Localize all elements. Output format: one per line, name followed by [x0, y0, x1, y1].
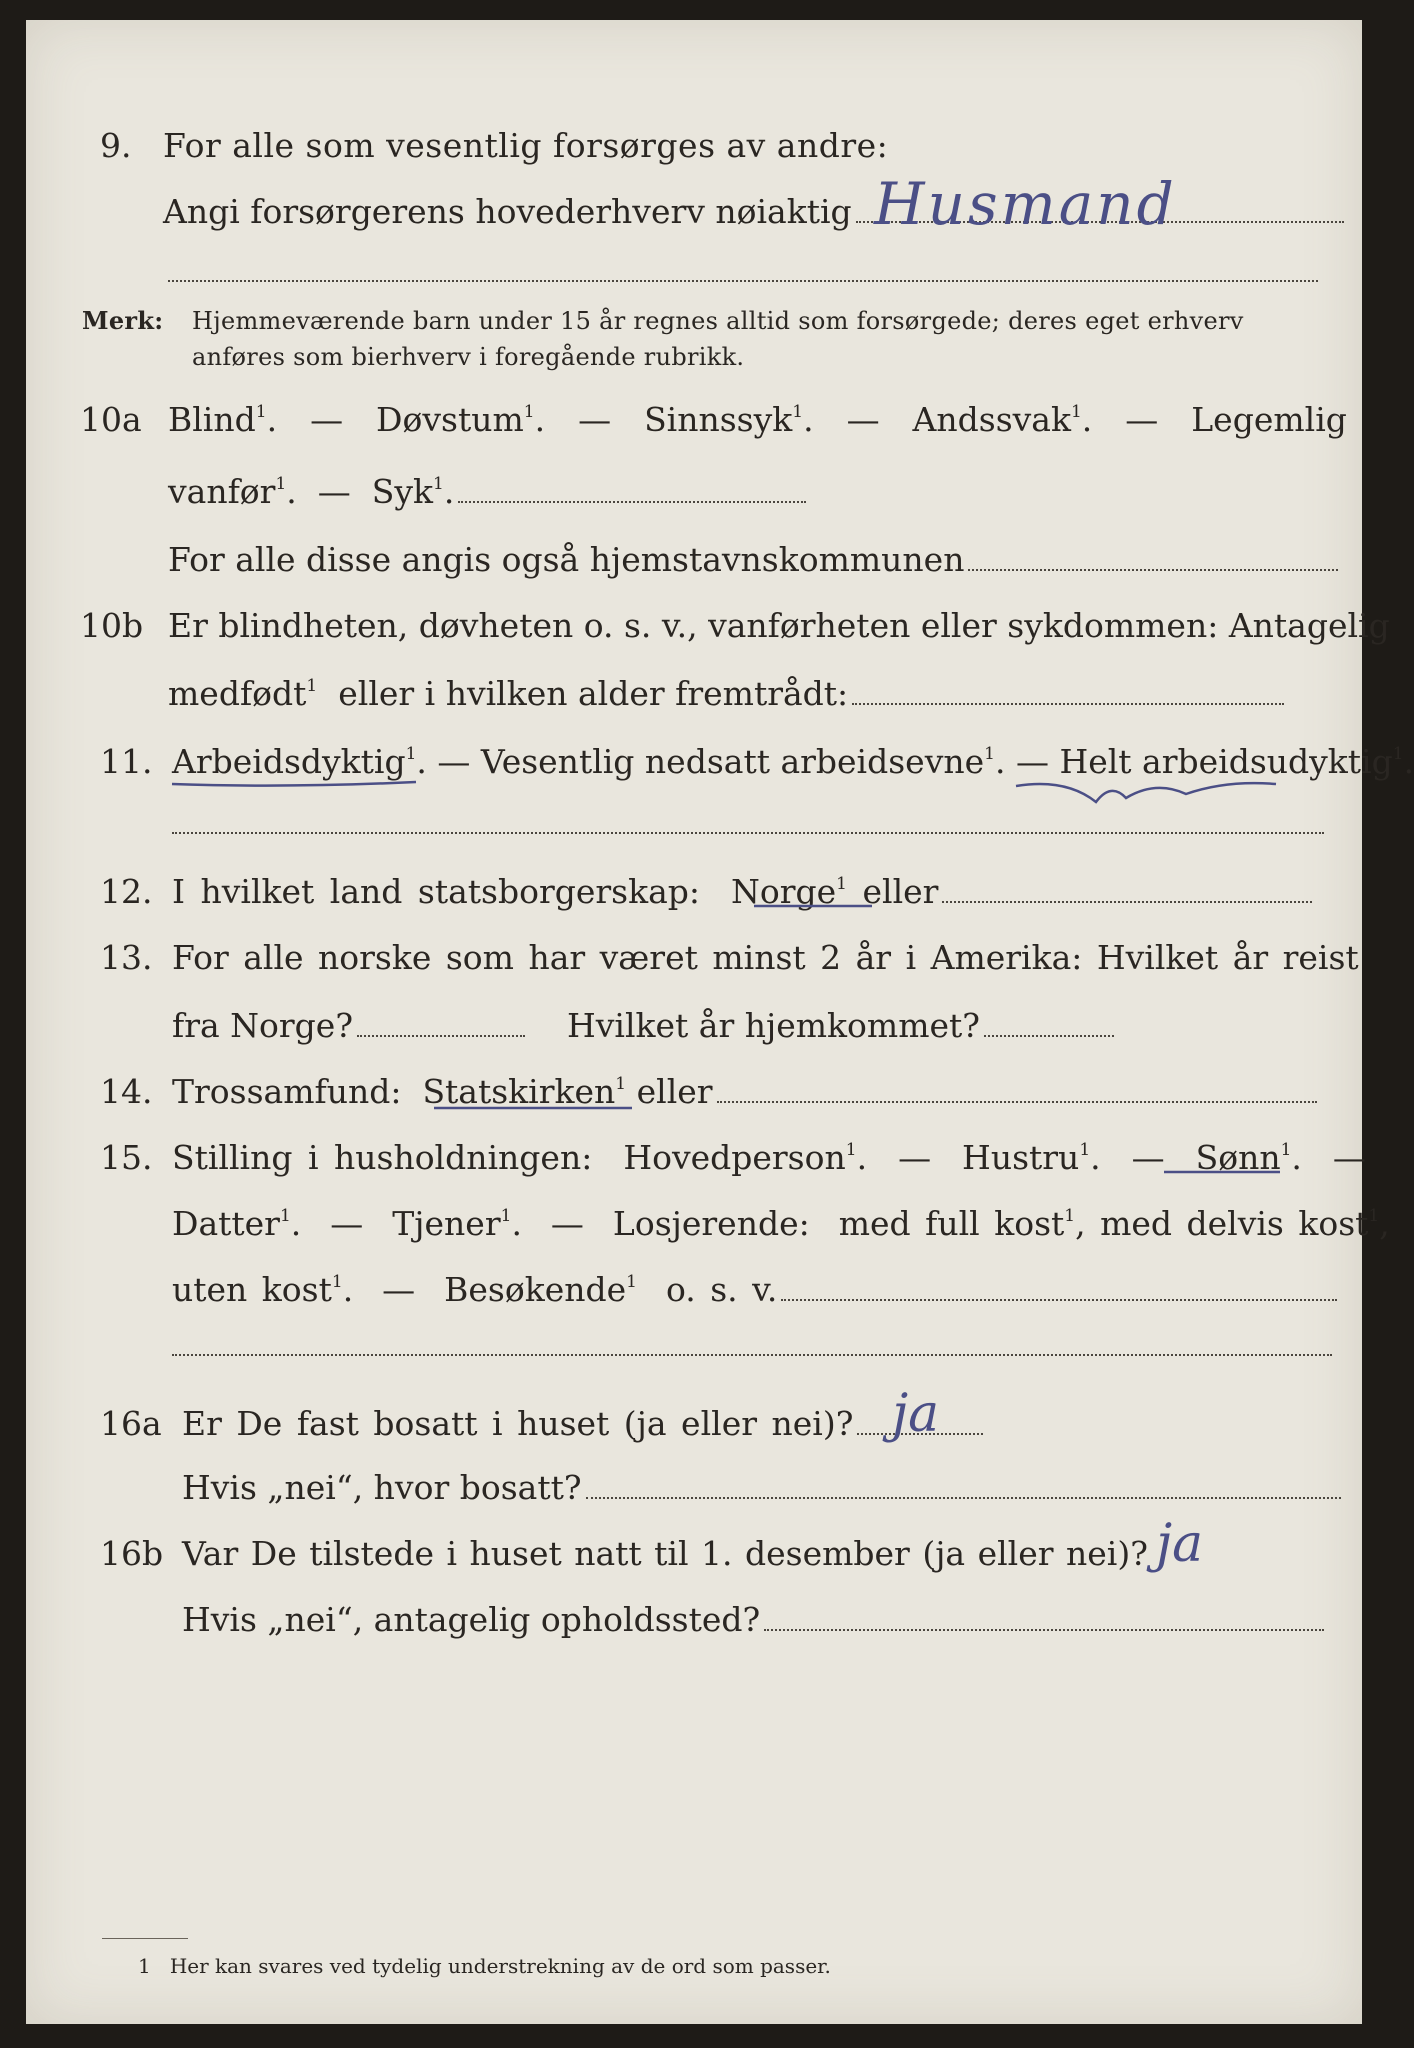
footnote: [138, 1954, 831, 1978]
option-datter: Datter: [172, 1204, 280, 1243]
q10b-number: 10b: [80, 606, 144, 645]
q9-answer-handwritten: Husmand: [874, 170, 1177, 238]
q16a-text: Er De fast bosatt i huset (ja eller nei)?: [182, 1404, 854, 1443]
option-andssvak: Andssvak: [912, 400, 1071, 439]
q11-number: 11.: [100, 742, 153, 781]
q10a-number: 10a: [80, 400, 142, 439]
q11-blank-line: [172, 832, 1324, 834]
q16a-hvor-bosatt: Hvis „nei“, hvor bosatt?: [182, 1468, 582, 1507]
option-legemlig: Legemlig: [1191, 400, 1347, 439]
q10a-line3: [168, 540, 1338, 580]
q14-text: Trossamfund:: [172, 1072, 402, 1111]
q12-answer-line: [942, 898, 1312, 903]
q13-line1: For alle norske som har været minst 2 år i Amerika: Hvilket år reist: [172, 938, 1359, 977]
merk-label: Merk:: [82, 306, 164, 335]
q9-number: 9.: [100, 126, 132, 165]
q16a-bosatt-line: [586, 1494, 1341, 1499]
q13-fra-norge: fra Norge?: [172, 1006, 354, 1045]
q14-underline: [432, 1102, 642, 1114]
q16b-opholdssted: Hvis „nei“, antagelig opholdssted?: [182, 1600, 761, 1639]
footnote-mark: 1: [138, 1954, 151, 1978]
option-norge: Norge: [731, 872, 837, 911]
q12-line: I hvilket land statsborgerskap: Norge$^1$ eller: [172, 872, 1312, 912]
q16b-line2: [182, 1600, 1324, 1640]
q16b-answer-handwritten: ja: [1156, 1514, 1204, 1574]
q15-blank-line: [172, 1354, 1332, 1356]
q16b-line1: Var De tilstede i huset natt til 1. desember (ja eller nei)?: [182, 1534, 1148, 1573]
q10b-line2-text: eller i hvilken alder fremtrådt:: [338, 674, 849, 713]
q16a-line2: [182, 1468, 1341, 1508]
option-arbeidsudyktig: Helt arbeidsudyktig: [1059, 742, 1393, 781]
q16a-number: 16a: [100, 1404, 162, 1443]
option-hovedperson: Hovedperson: [623, 1138, 846, 1177]
q10a-line3-text: For alle disse angis også hjemstavnskommunen: [168, 540, 965, 579]
q13-fra-line: [357, 1032, 525, 1037]
q16a-answer-handwritten: ja: [892, 1384, 940, 1444]
q9-line1: For alle som vesentlig forsørges av andre:: [163, 126, 889, 165]
q14-answer-line: [717, 1098, 1317, 1103]
option-delvis-kost: med delvis kost: [1100, 1204, 1369, 1243]
q15-text: Stilling i husholdningen:: [172, 1138, 593, 1177]
option-nedsatt: Vesentlig nedsatt arbeidsevne: [480, 742, 985, 781]
merk-line2: anføres som bierhverv i foregående rubrikk.: [192, 343, 745, 371]
q15-answer-line: [781, 1296, 1337, 1301]
option-vanfor: vanfør: [168, 472, 276, 511]
q14-line: Trossamfund: Statskirken$^1$ eller: [172, 1072, 1317, 1112]
q9-line2-text: Angi forsørgerens hovederhverv nøiaktig: [163, 192, 852, 231]
option-statskirken: Statskirken: [422, 1072, 616, 1111]
option-full-kost: med full kost: [838, 1204, 1065, 1243]
option-losjerende: Losjerende:: [612, 1204, 810, 1243]
option-uten-kost: uten kost: [172, 1270, 332, 1309]
q13-line2: [172, 1006, 1114, 1046]
q10a-line2: vanfør$^1$. — Syk$^1$.: [168, 472, 806, 512]
option-tjener: Tjener: [392, 1204, 501, 1243]
option-sonn: Sønn: [1195, 1138, 1281, 1177]
q10b-line2: medfødt$^1$ eller i hvilken alder fremtrådt:: [168, 674, 1284, 714]
q15-underline-sonn: [1162, 1166, 1292, 1178]
underline-arbeidsdyktig: [172, 782, 416, 786]
q15-line1: Stilling i husholdningen: Hovedperson$^1$. — Hustru$^1$. — Sønn$^1$. —: [172, 1138, 1366, 1177]
option-syk: Syk: [371, 472, 433, 511]
option-medfodt: medfødt: [168, 674, 307, 713]
option-blind: Blind: [168, 400, 256, 439]
q10a-syk-line: [458, 498, 806, 503]
merk-line1: Hjemmeværende barn under 15 år regnes alltid som forsørgede; deres eget erhverv: [192, 307, 1244, 335]
q12-number: 12.: [100, 872, 153, 911]
q13-hjemkommet: Hvilket år hjemkommet?: [567, 1006, 980, 1045]
q10a-hjemstavn-line: [968, 566, 1338, 571]
q15-line2: Datter$^1$. — Tjener$^1$. — Losjerende: med full kost$^1$, med delvis kost$^1$,: [172, 1204, 1390, 1243]
option-arbeidsdyktig: Arbeidsdyktig: [172, 742, 406, 781]
q12-text: I hvilket land statsborgerskap:: [172, 872, 701, 911]
q12-underline: [752, 900, 882, 912]
q11-handwritten-underlines: [166, 772, 1326, 812]
option-sinnssyk: Sinnssyk: [644, 400, 793, 439]
census-form-page: [26, 20, 1414, 2024]
q11-line: Arbeidsdyktig$^1$. — Vesentlig nedsatt arbeidsevne$^1$. — Helt arbeidsudyktig$^1$.: [172, 742, 1414, 781]
option-besokende: Besøkende: [444, 1270, 627, 1309]
option-hustru: Hustru: [962, 1138, 1080, 1177]
q15-number: 15.: [100, 1138, 153, 1177]
footnote-rule: [102, 1938, 188, 1939]
q13-hjem-line: [984, 1032, 1114, 1037]
q16a-line1: [182, 1404, 983, 1444]
q13-number: 13.: [100, 938, 153, 977]
q10b-alder-line: [852, 700, 1284, 705]
q15-line3: uten kost$^1$. — Besøkende$^1$ o. s. v.: [172, 1270, 1337, 1310]
option-dovstum: Døvstum: [376, 400, 524, 439]
q10a-line1: Blind$^1$. — Døvstum$^1$. — Sinnssyk$^1$. — Andssvak$^1$. — Legemlig: [168, 400, 1347, 439]
q16b-number: 16b: [100, 1534, 164, 1573]
underline-arbeidsudyktig: [1016, 783, 1276, 802]
footnote-text: Her kan svares ved tydelig understrekning av de ord som passer.: [169, 1954, 831, 1978]
q16b-answer-line: [764, 1626, 1324, 1631]
q14-number: 14.: [100, 1072, 153, 1111]
q10b-line1: Er blindheten, døvheten o. s. v., vanførheten eller sykdommen: Antagelig: [168, 606, 1390, 645]
q9-blank-line: [168, 280, 1318, 282]
